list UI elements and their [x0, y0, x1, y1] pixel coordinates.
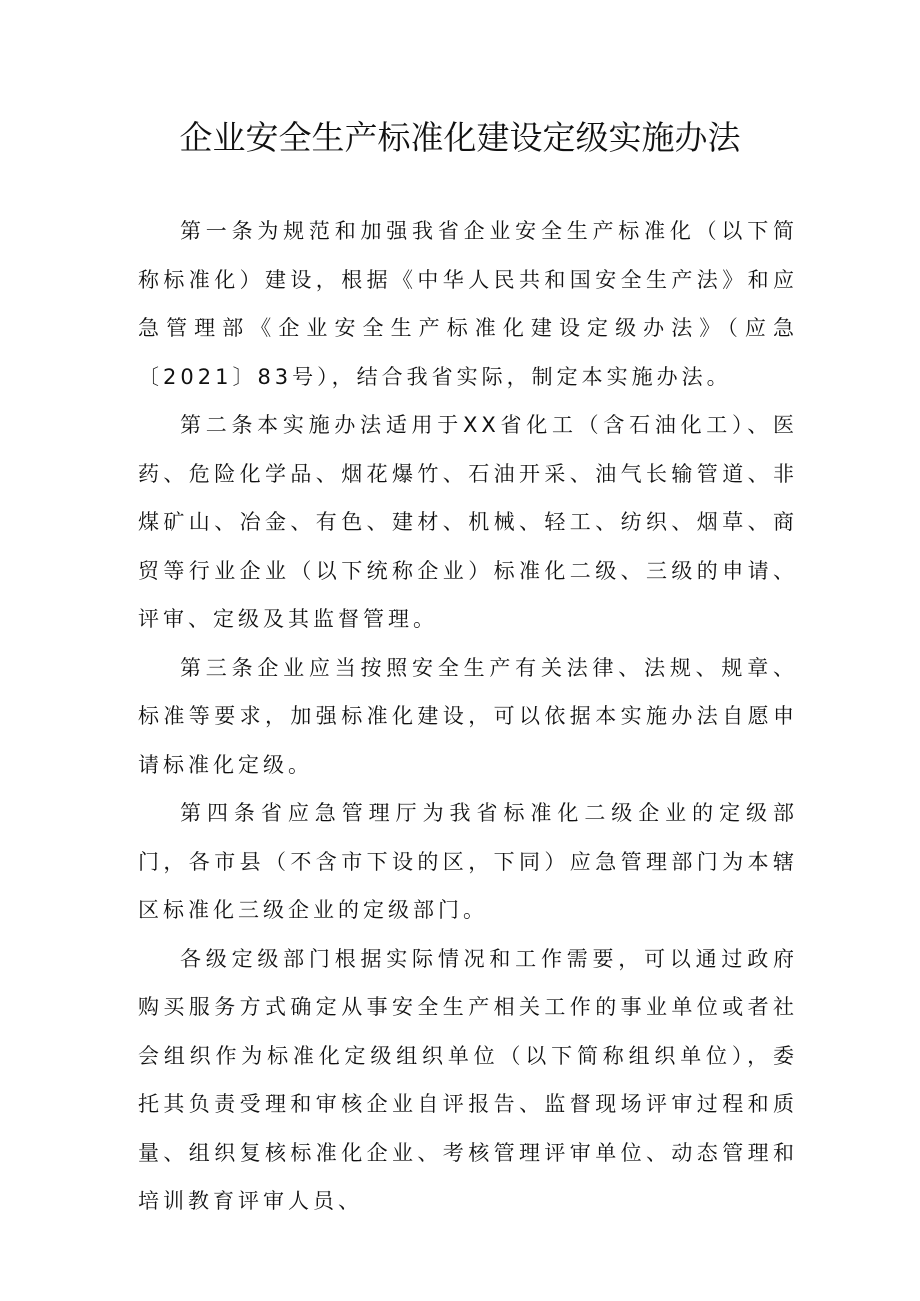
paragraph-article-1: 第一条为规范和加强我省企业安全生产标准化（以下简称标准化）建设，根据《中华人民共和国安全生产法》和应急管理部《企业安全生产标准化建设定级办法》（应急〔2021〕83号），结合我省实际，制定本实施办法。: [138, 219, 798, 389]
document-title: 企业安全生产标准化建设定级实施办法: [179, 118, 741, 157]
paragraph-article-3: 第三条企业应当按照安全生产有关法律、法规、规章、标准等要求，加强标准化建设，可以依据本实施办法自愿申请标准化定级。: [138, 655, 798, 777]
paragraph-article-4: 第四条省应急管理厅为我省标准化二级企业的定级部门，各市县（不含市下设的区，下同）应急管理部门为本辖区标准化三级企业的定级部门。: [138, 801, 798, 922]
paragraph-article-4-continued: 各级定级部门根据实际情况和工作需要，可以通过政府购买服务方式确定从事安全生产相关工作的事业单位或者社会组织作为标准化定级组织单位（以下简称组织单位），委托其负责受理和审核企业自评报告、监督现场评审过程和质量、组织复核标准化企业、考核管理评审单位、动态管理和培训教育评审人员、: [138, 946, 798, 1213]
document-body: [138, 207, 798, 1226]
paragraph-article-2: 第二条本实施办法适用于XX省化工（含石油化工）、医药、危险化学品、烟花爆竹、石油开采、油气长输管道、非煤矿山、冶金、有色、建材、机械、轻工、纺织、烟草、商贸等行业企业（以下统称企业）标准化二级、三级的申请、评审、定级及其监督管理。: [138, 413, 798, 631]
